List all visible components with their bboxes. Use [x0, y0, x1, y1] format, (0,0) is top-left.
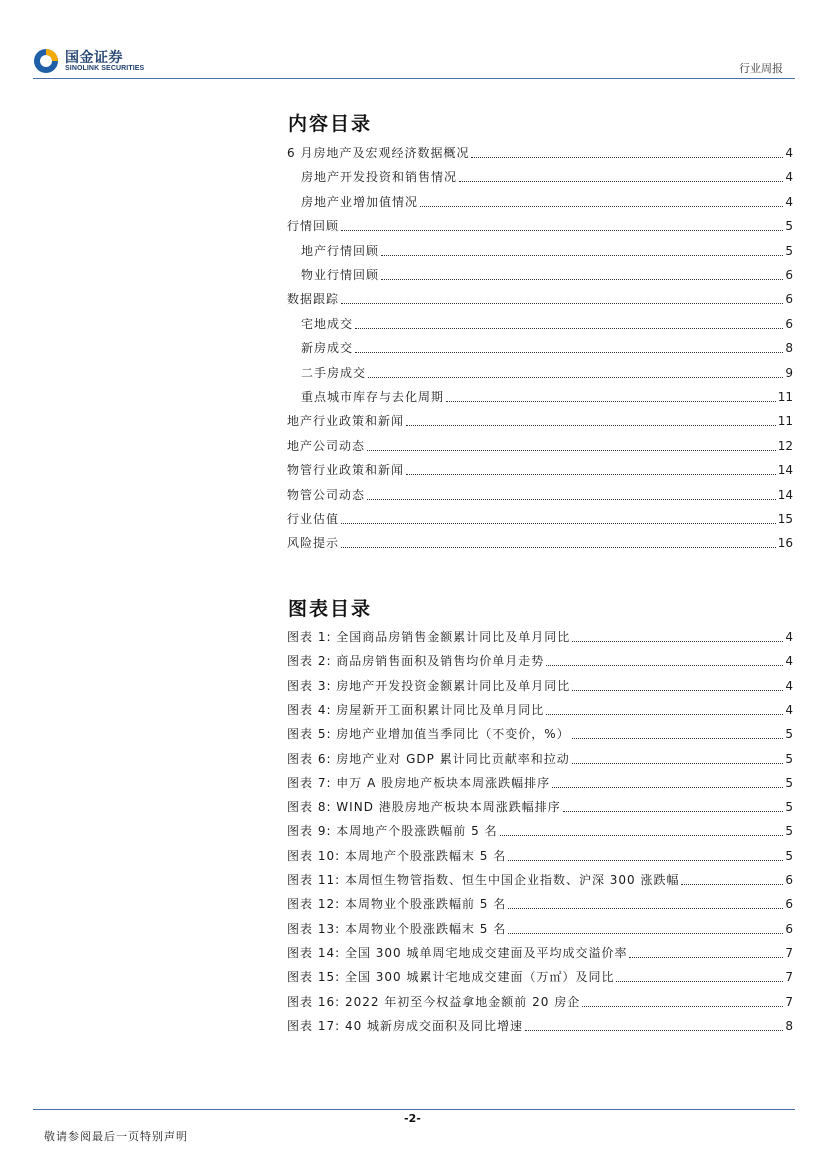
toc-entry[interactable] [287, 821, 793, 839]
toc-entry-label: 行情回顾 [287, 219, 340, 234]
toc-entry[interactable] [287, 676, 793, 694]
dot-leader [572, 737, 783, 739]
toc-entry-page: 9 [785, 365, 793, 380]
toc-entry-page: 6 [785, 292, 793, 307]
dot-leader [552, 786, 783, 788]
dot-leader [355, 327, 783, 329]
toc-entry-label: 图表 6: 房地产业对 GDP 累计同比贡献率和拉动 [287, 751, 570, 766]
dot-leader [341, 229, 783, 231]
toc-entry-page: 14 [777, 487, 793, 502]
dot-leader [508, 859, 783, 861]
footer-divider [33, 1109, 795, 1110]
sinolink-logo-icon [33, 48, 59, 74]
toc-entry[interactable] [287, 485, 793, 503]
toc-entry[interactable] [287, 436, 793, 454]
toc-entry-page: 8 [785, 1018, 793, 1033]
toc-entry-label: 物业行情回顾 [301, 268, 380, 282]
toc-entry-page: 14 [777, 463, 793, 478]
toc-entry[interactable] [287, 627, 793, 645]
logo-chinese-name: 国金证券 [65, 50, 123, 66]
toc-entry-page: 6 [785, 921, 793, 936]
toc-entry-page: 12 [777, 438, 793, 453]
toc-entry-label: 二手房成交 [301, 365, 367, 380]
toc-entry-label: 宅地成交 [301, 316, 354, 331]
toc-entry-page: 8 [785, 341, 793, 356]
dot-leader [563, 810, 783, 812]
toc-entry-label: 地产行业政策和新闻 [287, 414, 405, 429]
toc-entry-label: 图表 5: 房地产业增加值当季同比（不变价，%） [287, 727, 570, 742]
toc-entry[interactable] [287, 363, 793, 381]
toc-entry-page: 7 [785, 945, 793, 960]
toc-entry-label: 地产行情回顾 [301, 243, 380, 258]
toc-entry[interactable] [287, 870, 793, 888]
dot-leader [446, 400, 776, 402]
toc-entry-page: 7 [785, 970, 793, 985]
toc-entry[interactable] [287, 265, 793, 283]
dot-leader [406, 473, 776, 475]
toc-entry-page: 5 [785, 824, 793, 839]
toc-entry-page: 11 [777, 414, 793, 429]
dot-leader [367, 498, 776, 500]
toc-entry-label: 图表 17: 40 城新房成交面积及同比增速 [287, 1018, 524, 1033]
report-type-label: 行业周报 [739, 62, 783, 75]
toc-entry[interactable] [287, 460, 793, 478]
toc-entry-page: 6 [785, 268, 793, 282]
dot-leader [546, 664, 783, 666]
toc-entry-page: 6 [785, 316, 793, 331]
toc-entry[interactable] [287, 894, 793, 912]
disclaimer-text: 敬请参阅最后一页特别声明 [44, 1130, 188, 1143]
toc-entry-page: 5 [785, 219, 793, 234]
toc-entry-label: 重点城市库存与去化周期 [301, 390, 445, 404]
dot-leader [341, 546, 776, 548]
toc-entry[interactable] [287, 749, 793, 767]
dot-leader [459, 180, 783, 182]
toc-entry[interactable] [287, 411, 793, 429]
toc-entry-page: 5 [785, 848, 793, 863]
dot-leader [572, 762, 783, 764]
toc-entry[interactable] [287, 289, 793, 307]
toc-entry[interactable] [287, 919, 793, 937]
toc-entry[interactable] [287, 846, 793, 864]
toc-entry[interactable] [287, 943, 793, 961]
toc-entry-label: 图表 12: 本周物业个股涨跌幅前 5 名 [287, 897, 507, 912]
toc-entry-page: 4 [785, 146, 793, 160]
figures-title: 图表目录 [288, 598, 373, 620]
toc-entry[interactable] [287, 533, 793, 551]
toc-entry-page: 5 [785, 727, 793, 742]
toc-entry-label: 物管公司动态 [287, 487, 366, 502]
toc-entry-page: 4 [785, 194, 793, 209]
toc-entry-label: 图表 1: 全国商品房销售金额累计同比及单月同比 [287, 630, 571, 644]
logo-english-name: SINOLINK SECURITIES [65, 65, 145, 72]
toc-entry-page: 5 [785, 243, 793, 258]
toc-entry-label: 风险提示 [287, 536, 340, 551]
toc-entry-page: 4 [785, 654, 793, 669]
toc-entry-page: 4 [785, 170, 793, 185]
toc-entry-page: 4 [785, 678, 793, 693]
toc-entry-page: 15 [777, 512, 793, 526]
toc-entry-label: 数据跟踪 [287, 292, 340, 307]
toc-entry[interactable] [287, 651, 793, 669]
dot-leader [368, 376, 783, 378]
dot-leader [508, 907, 783, 909]
toc-entry-label: 新房成交 [301, 341, 354, 356]
toc-entry-label: 地产公司动态 [287, 438, 366, 453]
toc-entry-label: 图表 11: 本周恒生物管指数、恒生中国企业指数、沪深 300 涨跌幅 [287, 873, 680, 887]
dot-leader [381, 254, 783, 256]
dot-leader [525, 1029, 783, 1031]
company-logo [33, 46, 153, 78]
toc-entry[interactable] [287, 314, 793, 332]
toc-entry-page: 4 [785, 702, 793, 717]
header-divider [33, 78, 795, 79]
toc-entry-label: 图表 4: 房屋新开工面积累计同比及单月同比 [287, 702, 545, 717]
toc-entry-label: 房地产业增加值情况 [301, 194, 419, 209]
toc-entry-label: 图表 9: 本周地产个股涨跌幅前 5 名 [287, 824, 498, 839]
toc-entry[interactable] [287, 1016, 793, 1034]
toc-entry[interactable] [287, 241, 793, 259]
toc-entry-label: 图表 2: 商品房销售面积及销售均价单月走势 [287, 654, 545, 669]
toc-entry[interactable] [287, 773, 793, 791]
toc-entry-label: 行业估值 [287, 512, 340, 526]
toc-entry[interactable] [287, 992, 793, 1010]
toc-entry[interactable] [287, 216, 793, 234]
dot-leader [420, 205, 783, 207]
toc-entry[interactable] [287, 167, 793, 185]
dot-leader [572, 640, 783, 642]
toc-entry-page: 7 [785, 994, 793, 1009]
toc-entry[interactable] [287, 724, 793, 742]
dot-leader [341, 302, 783, 304]
dot-leader [355, 351, 783, 353]
dot-leader [381, 278, 783, 280]
toc-entry-page: 16 [777, 536, 793, 551]
page-header [0, 0, 827, 80]
dot-leader [367, 449, 776, 451]
dot-leader [546, 713, 783, 715]
toc-entry[interactable] [287, 509, 793, 527]
dot-leader [582, 1005, 783, 1007]
toc-entry-page: 5 [785, 751, 793, 766]
dot-leader [681, 883, 783, 885]
toc-entry-page: 11 [777, 390, 793, 404]
contents-title: 内容目录 [288, 113, 373, 135]
page-number: -2- [404, 1112, 421, 1125]
dot-leader [500, 834, 783, 836]
dot-leader [406, 424, 776, 426]
toc-entry-page: 6 [785, 873, 793, 887]
toc-entry[interactable] [287, 797, 793, 815]
toc-entry-label: 图表 16: 2022 年初至今权益拿地金额前 20 房企 [287, 994, 581, 1009]
toc-entry[interactable] [287, 387, 793, 405]
toc-entry-label: 图表 13: 本周物业个股涨跌幅末 5 名 [287, 921, 507, 936]
dot-leader [616, 980, 783, 982]
toc-entry-label: 图表 15: 全国 300 城累计宅地成交建面（万㎡）及同比 [287, 970, 615, 985]
dot-leader [572, 689, 783, 691]
toc-entry[interactable] [287, 143, 793, 161]
toc-entry-label: 物管行业政策和新闻 [287, 463, 405, 478]
toc-entry[interactable] [287, 700, 793, 718]
dot-leader [629, 956, 783, 958]
toc-entry-label: 图表 7: 申万 A 股房地产板块本周涨跌幅排序 [287, 775, 551, 790]
toc-entry-label: 图表 10: 本周地产个股涨跌幅末 5 名 [287, 848, 507, 863]
toc-entry[interactable] [287, 338, 793, 356]
toc-entry-label: 房地产开发投资和销售情况 [301, 170, 458, 185]
dot-leader [471, 156, 783, 158]
toc-entry-label: 图表 14: 全国 300 城单周宅地成交建面及平均成交溢价率 [287, 945, 628, 960]
dot-leader [508, 932, 783, 934]
dot-leader [341, 522, 776, 524]
toc-entry-page: 6 [785, 897, 793, 912]
toc-entry-page: 5 [785, 775, 793, 790]
toc-entry[interactable] [287, 192, 793, 210]
toc-entry-label: 6 月房地产及宏观经济数据概况 [287, 146, 470, 160]
toc-entry-label: 图表 8: WIND 港股房地产板块本周涨跌幅排序 [287, 800, 561, 815]
toc-entry[interactable] [287, 967, 793, 985]
toc-entry-page: 4 [785, 630, 793, 644]
toc-entry-page: 5 [785, 800, 793, 815]
toc-entry-label: 图表 3: 房地产开发投资金额累计同比及单月同比 [287, 678, 571, 693]
